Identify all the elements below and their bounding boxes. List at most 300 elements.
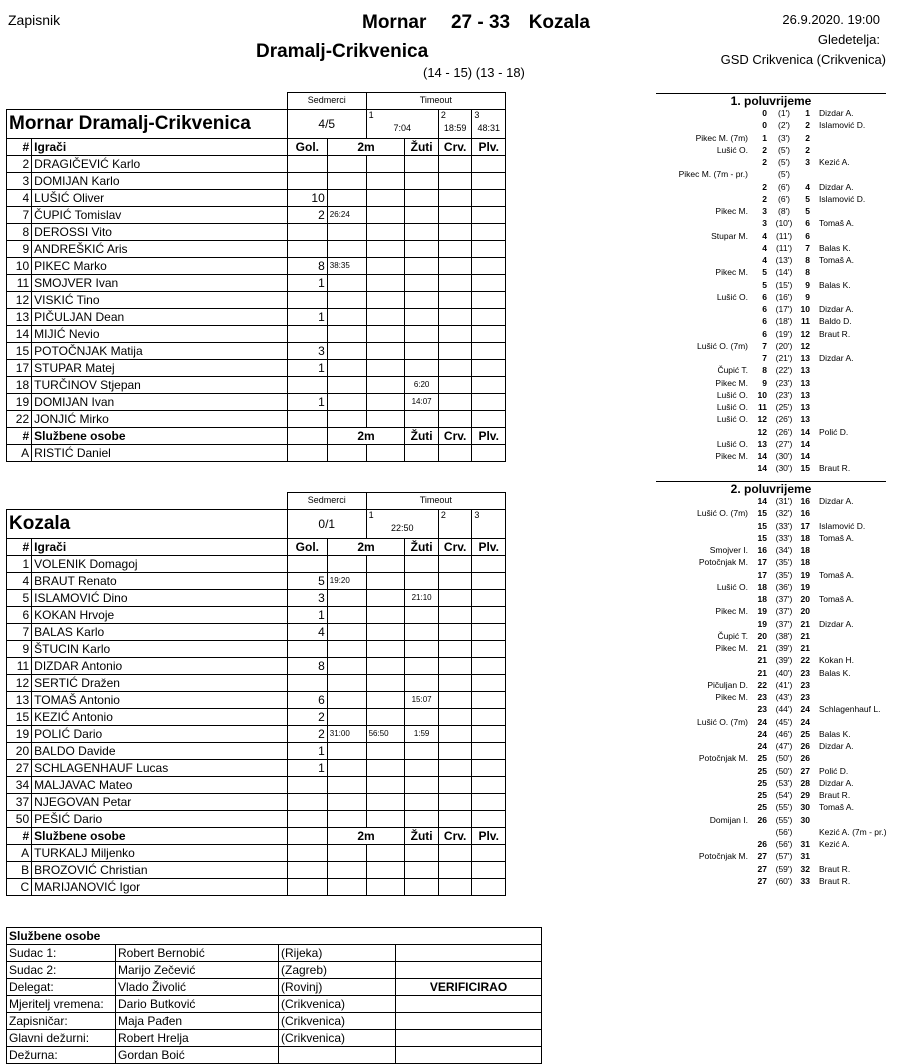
away-scorer: Dizdar A. — [819, 353, 854, 363]
goal-event — [600, 618, 900, 630]
home-score: 12 — [757, 414, 767, 425]
officials-header-row — [7, 827, 506, 844]
home-score: 27 — [757, 851, 767, 862]
home-score: 24 — [757, 728, 767, 739]
player-name: PIKEC Marko — [32, 257, 288, 274]
player-number: 7 — [7, 206, 32, 223]
player-red — [438, 172, 472, 189]
home-scorer: Lušić O. (7m) — [696, 340, 748, 351]
col-red: Crv. — [438, 538, 472, 555]
home-score: 23 — [757, 704, 767, 715]
goal-minute: (25') — [775, 402, 793, 412]
player-name: SCHLAGENHAUF Lucas — [32, 759, 288, 776]
home-score: 23 — [757, 692, 767, 702]
away-scorer: Tomaš A. — [819, 255, 854, 265]
team2-table — [6, 492, 506, 896]
player-row — [7, 742, 506, 759]
home-score: 17 — [757, 557, 767, 568]
away-scorer: Dizdar A. — [819, 496, 854, 506]
timeout-time: 22:50 — [390, 522, 414, 533]
official-letter: A — [7, 844, 32, 861]
player-red — [438, 274, 472, 291]
home-score: 24 — [757, 741, 767, 751]
player-row — [7, 206, 506, 223]
player-name: MIJIĆ Nevio — [32, 325, 288, 342]
player-suspension-1 — [327, 240, 366, 257]
player-suspension-2 — [366, 189, 405, 206]
player-goals: 2 — [287, 708, 327, 725]
goal-event — [600, 193, 900, 205]
away-score: 31 — [800, 851, 810, 862]
goal-minute: (33') — [775, 520, 793, 531]
player-row — [7, 555, 506, 572]
goal-minute: (11') — [775, 242, 793, 253]
col-number: # — [7, 538, 32, 555]
official-name: Maja Pađen — [116, 1013, 279, 1030]
player-row — [7, 572, 506, 589]
player-red — [438, 742, 472, 759]
away-scorer: Islamović D. — [819, 120, 866, 131]
away-score: 19 — [800, 569, 810, 580]
player-number: 2 — [7, 155, 32, 172]
goal-event — [600, 667, 900, 679]
official-name: Vlado Živolić — [116, 979, 279, 996]
home-scorer: Lušić O. (7m) — [696, 716, 748, 727]
player-name: LUŠIĆ Oliver — [32, 189, 288, 206]
player-yellow — [405, 623, 439, 640]
goal-minute: (38') — [775, 630, 793, 641]
home-score: 4 — [762, 230, 767, 241]
official-name: Marijo Zečević — [116, 962, 279, 979]
timeout-time — [441, 520, 470, 523]
official-city: (Rovinj) — [279, 979, 396, 996]
home-score: 14 — [757, 496, 767, 506]
player-blue — [472, 742, 506, 759]
goal-minute: (55') — [775, 814, 793, 825]
away-score: 14 — [800, 451, 810, 461]
player-row — [7, 606, 506, 623]
player-goals — [287, 240, 327, 257]
goal-minute: (6') — [777, 193, 790, 204]
official-role: Zapisničar: — [7, 1013, 116, 1030]
home-score: 14 — [757, 451, 767, 461]
player-suspension-2 — [366, 810, 405, 827]
home-score: 22 — [757, 679, 767, 690]
home-score: 2 — [762, 181, 767, 192]
player-goals: 1 — [287, 308, 327, 325]
goal-event — [600, 181, 900, 193]
player-suspension-2 — [366, 342, 405, 359]
player-row — [7, 623, 506, 640]
player-goals — [287, 793, 327, 810]
player-yellow — [405, 189, 439, 206]
player-yellow: 15:07 — [405, 691, 439, 708]
away-scorer: Polić D. — [819, 426, 849, 437]
goal-minute: (5') — [777, 157, 790, 167]
player-row — [7, 257, 506, 274]
player-row — [7, 708, 506, 725]
player-suspension-2 — [366, 223, 405, 240]
match-official-row — [7, 1030, 542, 1047]
goal-minute: (1') — [777, 108, 790, 118]
sevens-value: 0/1 — [287, 509, 366, 538]
away-scorer: Tomaš A. — [819, 532, 854, 543]
spectators-label: Gledetelja: — [817, 32, 880, 47]
match-title — [362, 12, 590, 34]
player-goals: 2 — [287, 206, 327, 223]
official-extra — [396, 996, 542, 1013]
player-red — [438, 257, 472, 274]
goal-event — [600, 875, 900, 887]
away-score: 18 — [800, 532, 810, 543]
player-name: STUPAR Matej — [32, 359, 288, 376]
player-number: 19 — [7, 725, 32, 742]
home-scorer: Pikec M. — [715, 692, 748, 702]
home-scorer: Pičuljan D. — [707, 679, 748, 690]
player-suspension-2: 56:50 — [366, 725, 405, 742]
away-score: 26 — [800, 753, 810, 764]
goal-minute: (26') — [775, 426, 793, 437]
player-row — [7, 725, 506, 742]
match-official-row — [7, 979, 542, 996]
player-name: VISKIĆ Tino — [32, 291, 288, 308]
goal-minute: (43') — [775, 692, 793, 702]
official-name: RISTIĆ Daniel — [32, 444, 288, 461]
player-blue — [472, 708, 506, 725]
players-header-row — [7, 138, 506, 155]
player-suspension-1 — [327, 691, 366, 708]
player-blue — [472, 759, 506, 776]
official-name: Dario Butković — [116, 996, 279, 1013]
col-number: # — [7, 427, 32, 444]
home-scorer: Lušić O. (7m) — [696, 508, 748, 519]
player-suspension-2 — [366, 359, 405, 376]
home-score: 15 — [757, 508, 767, 519]
goal-event — [600, 777, 900, 789]
player-number: 18 — [7, 376, 32, 393]
away-scorer: Braut R. — [819, 463, 851, 474]
away-score: 9 — [805, 291, 810, 302]
player-suspension-1: 19:20 — [327, 572, 366, 589]
goal-minute: (17') — [775, 304, 793, 314]
away-scorer: Dizdar A. — [819, 618, 854, 629]
player-red — [438, 240, 472, 257]
col-number: # — [7, 138, 32, 155]
player-name: BRAUT Renato — [32, 572, 288, 589]
player-suspension-1: 26:24 — [327, 206, 366, 223]
player-yellow — [405, 742, 439, 759]
player-goals: 2 — [287, 725, 327, 742]
home-score: 27 — [757, 875, 767, 886]
sevens-label: Sedmerci — [287, 93, 366, 110]
home-score: 2 — [762, 193, 767, 204]
away-scorer: Tomaš A. — [819, 594, 854, 604]
home-scorer: Čupić T. — [717, 365, 748, 376]
player-suspension-2 — [366, 691, 405, 708]
home-score: 6 — [762, 328, 767, 339]
away-score: 28 — [800, 777, 810, 788]
player-yellow — [405, 640, 439, 657]
player-suspension-2 — [366, 257, 405, 274]
away-score: 11 — [801, 316, 810, 327]
player-yellow — [405, 240, 439, 257]
goal-minute: (19') — [775, 328, 793, 339]
col-blue: Plv. — [472, 138, 506, 155]
timeout-2 — [438, 109, 472, 138]
player-yellow — [405, 274, 439, 291]
official-extra — [396, 1013, 542, 1030]
goal-minute: (41') — [775, 679, 793, 690]
player-row — [7, 223, 506, 240]
player-row — [7, 155, 506, 172]
away-score: 32 — [800, 863, 810, 874]
player-name: TURČINOV Stjepan — [32, 376, 288, 393]
player-name: POTOČNJAK Matija — [32, 342, 288, 359]
player-number: 10 — [7, 257, 32, 274]
player-blue — [472, 674, 506, 691]
home-scorer: Stupar M. — [711, 230, 748, 241]
player-suspension-1 — [327, 776, 366, 793]
player-suspension-1 — [327, 274, 366, 291]
goal-event — [600, 605, 900, 617]
away-scorer: Tomaš A. — [819, 802, 854, 813]
player-suspension-1: 38:35 — [327, 257, 366, 274]
player-blue — [472, 393, 506, 410]
timeout-time: 7:04 — [393, 122, 411, 133]
player-yellow: 6:20 — [405, 376, 439, 393]
player-number: 34 — [7, 776, 32, 793]
player-goals — [287, 155, 327, 172]
away-scorer: Tomaš A. — [819, 569, 854, 580]
goal-event — [600, 740, 900, 752]
goal-minute: (14') — [775, 267, 793, 278]
player-goals: 8 — [287, 257, 327, 274]
player-suspension-1 — [327, 410, 366, 427]
home-score: 19 — [757, 618, 767, 629]
official-role: Delegat: — [7, 979, 116, 996]
goal-event — [600, 230, 900, 242]
goal-minute: (30') — [775, 463, 793, 474]
player-goals: 6 — [287, 691, 327, 708]
player-number: 20 — [7, 742, 32, 759]
player-number: 15 — [7, 708, 32, 725]
away-score: 24 — [800, 716, 810, 727]
player-number: 9 — [7, 240, 32, 257]
timeout-time: 18:59 — [443, 122, 467, 133]
player-blue — [472, 776, 506, 793]
away-score: 19 — [800, 581, 810, 592]
team-official-row — [7, 444, 506, 461]
away-score: 21 — [800, 630, 810, 641]
player-red — [438, 572, 472, 589]
timeout-2 — [438, 509, 472, 538]
away-scorer: Balas K. — [819, 667, 851, 678]
player-goals — [287, 640, 327, 657]
player-row — [7, 640, 506, 657]
home-scorer: Lušić O. — [716, 438, 748, 449]
goal-event — [600, 242, 900, 254]
goal-event — [600, 495, 900, 507]
away-score: 9 — [805, 279, 810, 290]
col-blue: Plv. — [472, 827, 506, 844]
player-yellow — [405, 810, 439, 827]
player-blue — [472, 325, 506, 342]
player-name: JONJIĆ Mirko — [32, 410, 288, 427]
goal-minute: (45') — [775, 716, 793, 727]
timeout-1 — [366, 509, 438, 538]
player-suspension-2 — [366, 291, 405, 308]
away-scorer: Braut R. — [819, 328, 851, 339]
official-city: (Crikvenica) — [279, 1030, 396, 1047]
goal-minute: (21') — [775, 353, 793, 363]
home-score: 8 — [762, 365, 767, 376]
home-score: 18 — [757, 581, 767, 592]
col-suspensions: 2m — [327, 427, 405, 444]
player-yellow — [405, 555, 439, 572]
player-suspension-1 — [327, 793, 366, 810]
goal-event — [600, 303, 900, 315]
player-goals — [287, 776, 327, 793]
away-score: 21 — [800, 643, 810, 653]
player-goals — [287, 172, 327, 189]
goal-minute: (32') — [775, 508, 793, 519]
official-role: Glavni dežurni: — [7, 1030, 116, 1047]
official-city: (Crikvenica) — [279, 1013, 396, 1030]
player-yellow: 21:10 — [405, 589, 439, 606]
venue: GSD Crikvenica (Crikvenica) — [720, 52, 886, 67]
timeout-number: 1 — [368, 509, 374, 520]
goal-event — [600, 691, 900, 703]
player-yellow — [405, 793, 439, 810]
home-score: 21 — [757, 643, 767, 653]
goal-event — [600, 438, 900, 450]
goal-minute: (36') — [775, 581, 793, 592]
away-scorer: Schlagenhauf L. — [819, 704, 881, 715]
away-scorer: Kezić A. (7m - pr.) — [819, 826, 887, 837]
goal-minute: (37') — [775, 606, 793, 617]
player-blue — [472, 725, 506, 742]
player-name: ISLAMOVIĆ Dino — [32, 589, 288, 606]
player-yellow — [405, 257, 439, 274]
player-goals — [287, 810, 327, 827]
goal-event — [600, 168, 900, 180]
goal-minute: (31') — [775, 496, 793, 506]
away-scorer: Kezić A. — [819, 157, 850, 167]
home-score: 17 — [757, 569, 767, 580]
player-number: 14 — [7, 325, 32, 342]
home-score: 0 — [762, 120, 767, 131]
away-scorer: Balas K. — [819, 728, 851, 739]
away-scorer: Dizdar A. — [819, 181, 854, 192]
player-red — [438, 393, 472, 410]
home-score: 25 — [757, 765, 767, 776]
goal-event — [600, 119, 900, 131]
away-scorer: Braut R. — [819, 790, 851, 800]
player-row — [7, 776, 506, 793]
official-city: (Crikvenica) — [279, 996, 396, 1013]
col-red: Crv. — [438, 827, 472, 844]
home-score: 25 — [757, 790, 767, 800]
away-score: 16 — [800, 508, 810, 519]
home-scorer: Pikec M. (7m - pr.) — [678, 169, 748, 180]
away-score: 18 — [800, 545, 810, 555]
goal-minute: (50') — [775, 753, 793, 764]
player-row — [7, 359, 506, 376]
player-number: 9 — [7, 640, 32, 657]
player-red — [438, 291, 472, 308]
official-role: Sudac 1: — [7, 945, 116, 962]
timeout-3 — [472, 509, 506, 538]
goal-event — [600, 352, 900, 364]
player-suspension-1 — [327, 759, 366, 776]
player-blue — [472, 308, 506, 325]
goal-minute: (16') — [775, 291, 793, 302]
player-blue — [472, 342, 506, 359]
col-blue: Plv. — [472, 427, 506, 444]
away-score: 16 — [800, 496, 810, 506]
timeout-number: 1 — [368, 109, 374, 120]
goal-event — [600, 642, 900, 654]
player-row — [7, 793, 506, 810]
goal-event — [600, 654, 900, 666]
player-red — [438, 342, 472, 359]
player-yellow — [405, 325, 439, 342]
team-official-row — [7, 861, 506, 878]
away-score: 23 — [800, 667, 810, 678]
away-score: 13 — [800, 353, 810, 363]
player-row — [7, 674, 506, 691]
player-blue — [472, 155, 506, 172]
goal-event — [600, 826, 900, 838]
goal-minute: (57') — [775, 851, 793, 862]
home-team: Mornar — [362, 12, 427, 33]
player-row — [7, 657, 506, 674]
home-scorer: Potočnjak M. — [698, 557, 748, 568]
official-city: (Zagreb) — [279, 962, 396, 979]
player-blue — [472, 274, 506, 291]
player-suspension-2 — [366, 776, 405, 793]
player-blue — [472, 291, 506, 308]
home-score: 13 — [757, 438, 767, 449]
goal-event — [600, 838, 900, 850]
player-yellow: 14:07 — [405, 393, 439, 410]
away-score: 13 — [800, 365, 810, 376]
goal-minute: (10') — [775, 218, 793, 229]
col-officials: Službene osobe — [32, 427, 288, 444]
player-blue — [472, 410, 506, 427]
player-blue — [472, 555, 506, 572]
away-scorer: Dizdar A. — [819, 777, 854, 788]
away-score: 23 — [800, 692, 810, 702]
home-scorer: Pikec M. — [715, 267, 748, 278]
goal-minute: (30') — [775, 451, 793, 461]
official-extra — [396, 1030, 542, 1047]
timeout-3 — [472, 109, 506, 138]
player-red — [438, 759, 472, 776]
official-name: BROZOVIĆ Christian — [32, 861, 288, 878]
player-row — [7, 759, 506, 776]
player-suspension-1 — [327, 589, 366, 606]
goal-event — [600, 703, 900, 715]
goal-event — [600, 364, 900, 376]
goal-minute: (23') — [775, 377, 793, 388]
official-extra: VERIFICIRAO — [396, 979, 542, 996]
col-red: Crv. — [438, 138, 472, 155]
col-red: Crv. — [438, 427, 472, 444]
player-goals — [287, 376, 327, 393]
home-score: 3 — [762, 206, 767, 216]
player-yellow — [405, 308, 439, 325]
